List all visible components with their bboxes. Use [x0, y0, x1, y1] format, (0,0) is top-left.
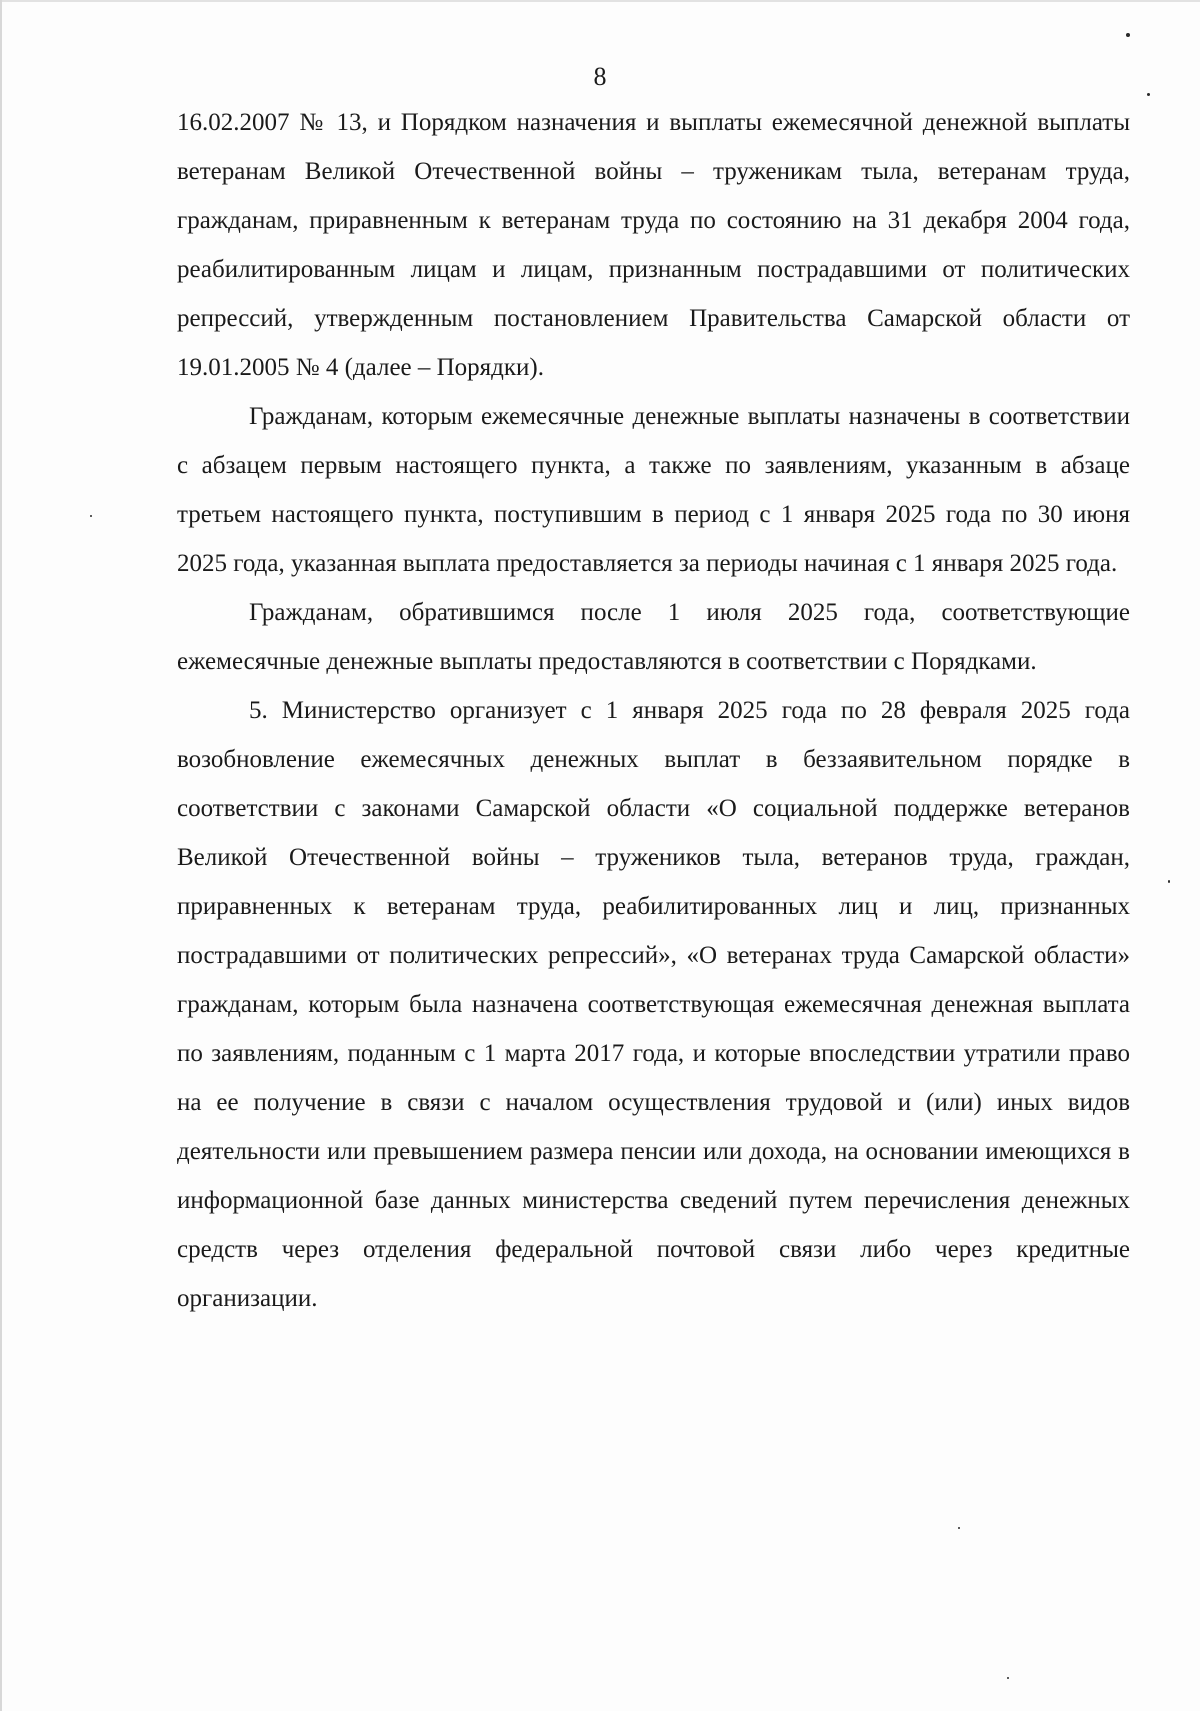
scan-edge-left	[0, 0, 2, 1711]
scan-speck	[1007, 1677, 1009, 1679]
scan-speck	[1126, 33, 1130, 37]
scan-speck	[1147, 93, 1150, 96]
scan-edge-top	[0, 0, 1200, 2]
paragraph-continuation: 16.02.2007 № 13, и Порядком назначения и выплаты ежемесячной денежной выплаты ветеранам Великой Отечественной войны – труженикам тыла, ветеранам труда, гражданам, приравненным к ветеранам труда по состоянию на 31 декабря 2004 года, реабилитированным лицам и лицам, признанным пострадавшими от политических репрессий, утвержденным постановлением Правительства Самарской области от 19.01.2005 № 4 (далее – Порядки).	[177, 109, 1130, 381]
paragraph-payments-period: Гражданам, которым ежемесячные денежные выплаты назначены в соответствии с абзацем первым настоящего пункта, а также по заявлениям, указанным в абзаце третьем настоящего пункта, поступившим в период с 1 января 2025 года по 30 июня 2025 года, указанная выплата предоставляется за периоды начиная с 1 января 2025 года.	[177, 403, 1130, 577]
page-number: 8	[593, 62, 607, 91]
document-body	[177, 98, 1130, 1323]
scan-speck	[1168, 880, 1170, 883]
paragraph-item-5: 5. Министерство организует с 1 января 2025 года по 28 февраля 2025 года возобновление ежемесячных денежных выплат в беззаявительном порядке в соответствии с законами Самарской области «О социальной поддержке ветеранов Великой Отечественной войны – тружеников тыла, ветеранов труда, граждан, приравненных к ветеранам труда, реабилитированных лиц и лиц, признанных пострадавшими от политических репрессий», «О ветеранах труда Самарской области» гражданам, которым была назначена соответствующая ежемесячная денежная выплата по заявлениям, поданным с 1 марта 2017 года, и которые впоследствии утратили право на ее получение в связи с началом осуществления трудовой и (или) иных видов деятельности или превышением размера пенсии или дохода, на основании имеющихся в информационной базе данных министерства сведений путем перечисления денежных средств через отделения федеральной почтовой связи либо через кредитные организации.	[177, 697, 1130, 1312]
paragraph-after-july: Гражданам, обратившимся после 1 июля 2025 года, соответствующие ежемесячные денежные выплаты предоставляются в соответствии с Порядками.	[177, 599, 1130, 675]
scan-speck	[958, 1527, 960, 1529]
scan-speck	[90, 515, 92, 517]
